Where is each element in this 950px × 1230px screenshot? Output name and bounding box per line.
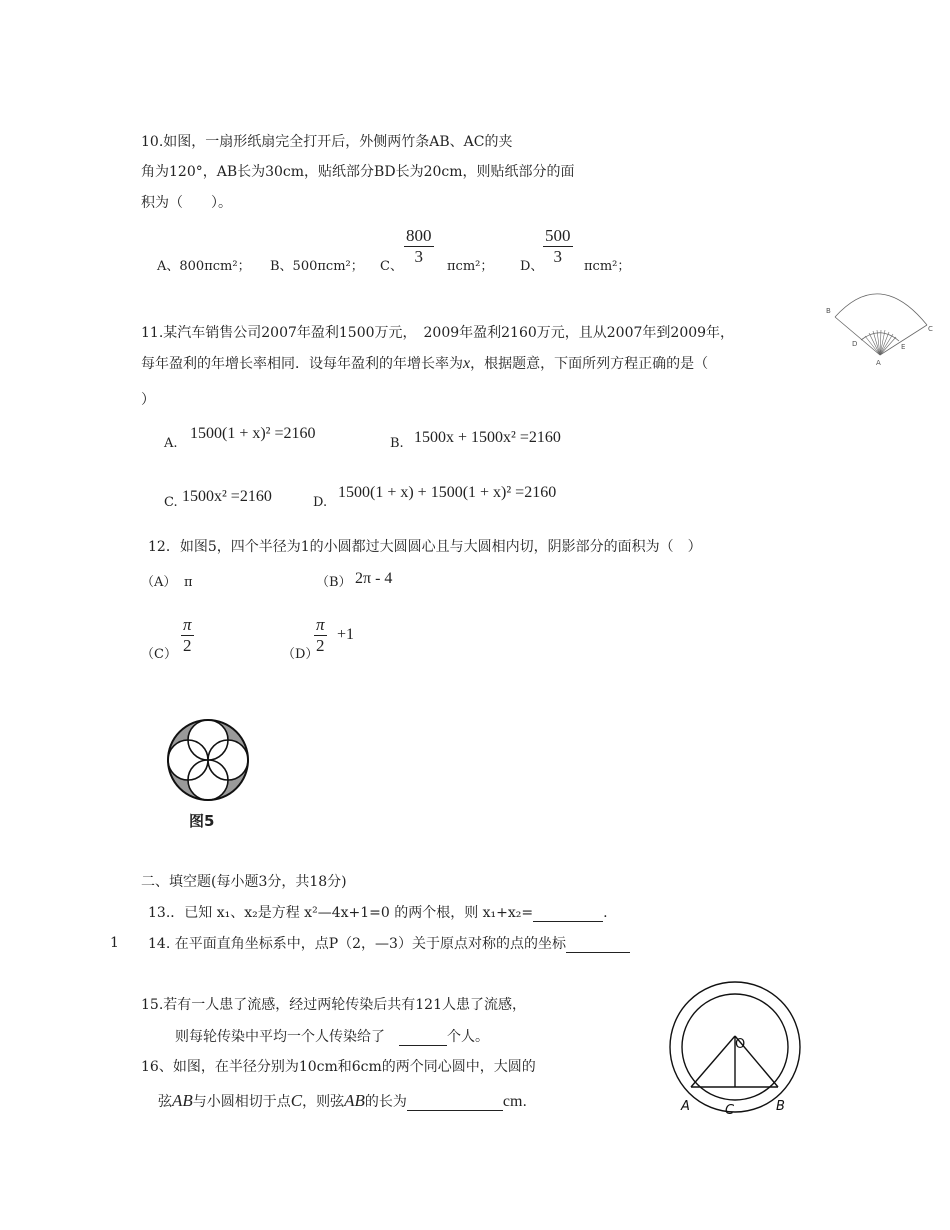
fraction-denominator: 3	[553, 247, 562, 266]
q12-option-d-label: （D）	[282, 647, 319, 662]
q11-option-a-label: A.	[164, 436, 178, 451]
q14-answer-blank[interactable]	[566, 934, 630, 953]
section-2-heading: 二、填空题(每小题3分，共18分)	[141, 874, 347, 890]
fraction-denominator: 3	[414, 247, 423, 266]
radius-oa	[691, 1036, 735, 1087]
q12-option-b-label: （B）	[316, 575, 352, 590]
q14-question: 14. 在平面直角坐标系中，点P（2，—3）关于原点对称的点的坐标	[148, 936, 566, 952]
q11-option-c-equation: 1500x² =2160	[182, 488, 272, 505]
q16-point-c: C	[290, 1091, 303, 1110]
fan-figure	[825, 285, 935, 365]
figure-5-circles	[163, 715, 253, 805]
fan-label-b: B	[826, 307, 831, 315]
q13-question: 13.．已知 x₁、x₂是方程 x²—4x+1=0 的两个根，则 x₁+x₂=	[148, 905, 534, 921]
fan-label-e: E	[901, 343, 906, 351]
q14-side-number: 1	[110, 935, 119, 951]
q16-text-length: 的长为	[364, 1094, 407, 1110]
q10-option-b: B、500πcm²；	[270, 259, 364, 274]
q11-line1: 11.某汽车销售公司2007年盈利1500万元， 2009年盈利2160万元，且从2007年到2009年，	[141, 325, 735, 341]
q11-line2	[141, 355, 708, 373]
q10-option-d-unit: πcm²；	[584, 259, 631, 274]
q11-line2-text-end: ，根据题意，下面所列方程正确的是（	[470, 356, 709, 372]
q11-option-a-equation: 1500(1 + x)² =2160	[190, 425, 316, 442]
fraction-denominator: 2	[316, 636, 325, 655]
q16-chord-ab-2: AB	[344, 1091, 365, 1110]
q12-option-d-plus-one: +1	[337, 626, 355, 643]
q11-option-d-label: D.	[313, 495, 328, 510]
q11-option-c-label: C.	[164, 495, 178, 510]
fan-label-a: A	[876, 359, 881, 367]
q16-answer-blank[interactable]	[407, 1092, 503, 1111]
q12-line1: 12．如图5，四个半径为1的小圆都过大圆圆心且与大圆相内切，阴影部分的面积为（ ）	[148, 539, 702, 555]
q11-option-d-equation: 1500(1 + x) + 1500(1 + x)² =2160	[338, 484, 557, 501]
concentric-circles-figure	[663, 980, 813, 1130]
fan-rib-ab	[835, 317, 880, 355]
q16-line1: 16、如图，在半径分别为10cm和6cm的两个同心圆中，大圆的	[141, 1059, 536, 1075]
q10-option-c-label: C、	[380, 259, 403, 274]
q10-line1: 10.如图，一扇形纸扇完全打开后，外侧两竹条AB、AC的夹	[141, 134, 513, 150]
fraction-numerator: 500	[545, 226, 571, 245]
q15-answer-blank[interactable]	[399, 1027, 447, 1046]
q11-option-b-label: B.	[390, 436, 404, 451]
label-c: C	[725, 1103, 735, 1118]
q12-option-d-fraction	[314, 615, 327, 656]
figure-5-caption: 图5	[189, 812, 215, 830]
q12-option-b-value: 2π - 4	[355, 570, 393, 587]
q12-option-c-fraction	[181, 615, 194, 656]
fraction-numerator: 800	[406, 226, 432, 245]
q10-option-d-label: D、	[520, 259, 544, 274]
q16-text-start: 弦	[158, 1094, 172, 1110]
q11-variable-x: x	[463, 355, 471, 372]
q11-line3: ）	[141, 392, 155, 408]
q10-option-c-unit: πcm²；	[447, 259, 494, 274]
q16-text-chord: ，则弦	[302, 1094, 345, 1110]
q13-period: .	[603, 905, 608, 921]
q16-unit: cm	[502, 1093, 523, 1110]
q16-text-tangent: 与小圆相切于点	[192, 1094, 291, 1110]
q13-answer-blank[interactable]	[533, 903, 603, 922]
q15-question: 则每轮传染中平均一个人传染给了	[175, 1029, 399, 1045]
q10-option-a: A、800πcm²；	[157, 259, 251, 274]
label-a: A	[681, 1099, 690, 1114]
q11-line2-text: 每年盈利的年增长率相同．设每年盈利的年增长率为	[141, 356, 463, 372]
label-o: O	[735, 1037, 746, 1052]
fan-label-d: D	[852, 340, 858, 348]
fraction-numerator: π	[183, 615, 192, 634]
fraction-numerator: π	[316, 615, 325, 634]
q16-period: .	[522, 1094, 527, 1110]
q15-line1: 15.若有一人患了流感，经过两轮传染后共有121人患了流感，	[141, 997, 526, 1013]
q16-line2	[158, 1092, 527, 1111]
fan-outer-arc	[835, 294, 927, 325]
q14-text	[148, 934, 630, 953]
label-b: B	[776, 1099, 785, 1114]
fraction-denominator: 2	[183, 636, 192, 655]
q13-text	[148, 903, 608, 922]
q10-option-d-fraction	[543, 226, 573, 267]
q15-question-end: 个人。	[447, 1029, 489, 1045]
q10-line3: 积为（ ）。	[141, 195, 232, 211]
q12-option-c-label: （C）	[141, 647, 177, 662]
q10-line2: 角为120°，AB长为30cm，贴纸部分BD长为20cm，则贴纸部分的面	[141, 164, 575, 180]
q12-option-a-label: （A）	[141, 575, 177, 590]
q10-option-c-fraction	[404, 226, 434, 267]
q16-chord-ab: AB	[172, 1091, 193, 1110]
q15-line2	[175, 1027, 489, 1046]
q12-option-a-value: π	[184, 575, 193, 590]
fan-label-c: C	[928, 325, 933, 333]
fan-inner-ribs	[865, 330, 896, 355]
q11-option-b-equation: 1500x + 1500x² =2160	[414, 429, 561, 446]
